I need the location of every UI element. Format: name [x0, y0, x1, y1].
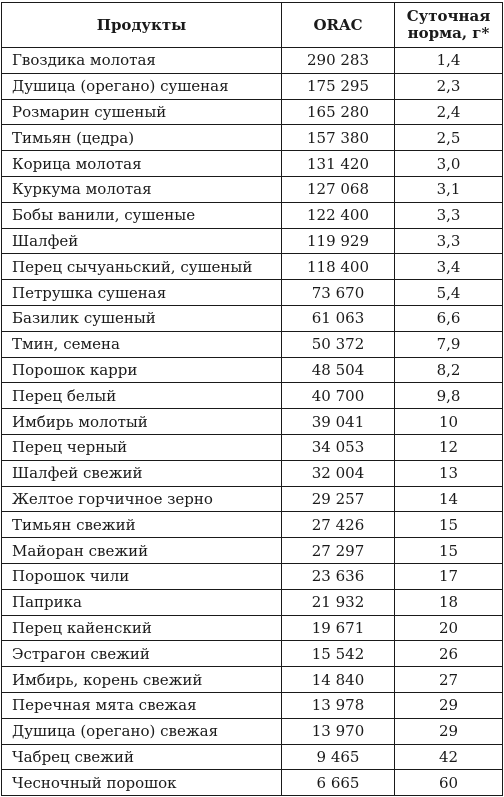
- cell-daily-norm: 60: [395, 770, 503, 796]
- cell-daily-norm: 2,3: [395, 73, 503, 99]
- table-row: [2, 383, 503, 409]
- header-row: [2, 3, 503, 48]
- cell-orac: 175 295: [282, 73, 395, 99]
- cell-daily-norm: 6,6: [395, 305, 503, 331]
- cell-product: Бобы ванили, сушеные: [2, 202, 282, 228]
- cell-orac: 14 840: [282, 667, 395, 693]
- table-row: [2, 434, 503, 460]
- cell-product: Порошок чили: [2, 563, 282, 589]
- table-header: [2, 3, 503, 48]
- cell-daily-norm: 12: [395, 434, 503, 460]
- cell-daily-norm: 14: [395, 486, 503, 512]
- cell-product: Эстрагон свежий: [2, 641, 282, 667]
- cell-daily-norm: 3,3: [395, 202, 503, 228]
- table-row: [2, 512, 503, 538]
- table-row: [2, 99, 503, 125]
- table-row: [2, 460, 503, 486]
- cell-orac: 118 400: [282, 254, 395, 280]
- header-product: Продукты: [2, 3, 282, 48]
- orac-table-container: [1, 2, 502, 796]
- cell-daily-norm: 8,2: [395, 357, 503, 383]
- table-row: [2, 486, 503, 512]
- cell-product: Базилик сушеный: [2, 305, 282, 331]
- cell-orac: 34 053: [282, 434, 395, 460]
- cell-daily-norm: 13: [395, 460, 503, 486]
- cell-daily-norm: 5,4: [395, 280, 503, 306]
- cell-product: Розмарин сушеный: [2, 99, 282, 125]
- table-row: [2, 48, 503, 74]
- cell-orac: 157 380: [282, 125, 395, 151]
- cell-orac: 13 970: [282, 718, 395, 744]
- cell-orac: 119 929: [282, 228, 395, 254]
- cell-product: Перец кайенский: [2, 615, 282, 641]
- cell-orac: 29 257: [282, 486, 395, 512]
- cell-daily-norm: 29: [395, 692, 503, 718]
- table-row: [2, 744, 503, 770]
- cell-daily-norm: 15: [395, 512, 503, 538]
- cell-daily-norm: 3,0: [395, 151, 503, 177]
- cell-daily-norm: 20: [395, 615, 503, 641]
- cell-orac: 6 665: [282, 770, 395, 796]
- cell-product: Шалфей: [2, 228, 282, 254]
- table-row: [2, 202, 503, 228]
- cell-orac: 32 004: [282, 460, 395, 486]
- cell-product: Гвоздика молотая: [2, 48, 282, 74]
- table-row: [2, 718, 503, 744]
- cell-product: Порошок карри: [2, 357, 282, 383]
- cell-daily-norm: 17: [395, 563, 503, 589]
- cell-product: Тимьян свежий: [2, 512, 282, 538]
- table-row: [2, 254, 503, 280]
- cell-daily-norm: 26: [395, 641, 503, 667]
- table-row: [2, 151, 503, 177]
- cell-product: Имбирь, корень свежий: [2, 667, 282, 693]
- header-daily-norm: Суточная норма, г*: [395, 3, 503, 48]
- cell-orac: 122 400: [282, 202, 395, 228]
- cell-daily-norm: 2,4: [395, 99, 503, 125]
- cell-orac: 61 063: [282, 305, 395, 331]
- cell-product: Чабрец свежий: [2, 744, 282, 770]
- cell-orac: 21 932: [282, 589, 395, 615]
- cell-daily-norm: 3,3: [395, 228, 503, 254]
- cell-orac: 9 465: [282, 744, 395, 770]
- cell-product: Тмин, семена: [2, 331, 282, 357]
- cell-daily-norm: 3,4: [395, 254, 503, 280]
- cell-product: Куркума молотая: [2, 176, 282, 202]
- cell-product: Майоран свежий: [2, 538, 282, 564]
- cell-product: Чесночный порошок: [2, 770, 282, 796]
- cell-orac: 290 283: [282, 48, 395, 74]
- cell-product: Тимьян (цедра): [2, 125, 282, 151]
- cell-product: Перец черный: [2, 434, 282, 460]
- cell-product: Перечная мята свежая: [2, 692, 282, 718]
- table-row: [2, 770, 503, 796]
- table-row: [2, 228, 503, 254]
- table-row: [2, 692, 503, 718]
- cell-orac: 165 280: [282, 99, 395, 125]
- table-row: [2, 280, 503, 306]
- cell-daily-norm: 9,8: [395, 383, 503, 409]
- cell-orac: 127 068: [282, 176, 395, 202]
- table-row: [2, 305, 503, 331]
- table-row: [2, 176, 503, 202]
- cell-product: Желтое горчичное зерно: [2, 486, 282, 512]
- cell-daily-norm: 15: [395, 538, 503, 564]
- table-row: [2, 563, 503, 589]
- cell-orac: 27 426: [282, 512, 395, 538]
- orac-table: [1, 2, 503, 796]
- cell-orac: 50 372: [282, 331, 395, 357]
- header-orac: ORAC: [282, 3, 395, 48]
- cell-product: Шалфей свежий: [2, 460, 282, 486]
- table-row: [2, 73, 503, 99]
- table-body: [2, 48, 503, 796]
- table-row: [2, 667, 503, 693]
- cell-product: Душица (орегано) свежая: [2, 718, 282, 744]
- cell-daily-norm: 1,4: [395, 48, 503, 74]
- cell-daily-norm: 42: [395, 744, 503, 770]
- table-row: [2, 357, 503, 383]
- cell-daily-norm: 27: [395, 667, 503, 693]
- cell-orac: 39 041: [282, 409, 395, 435]
- cell-product: Имбирь молотый: [2, 409, 282, 435]
- cell-daily-norm: 3,1: [395, 176, 503, 202]
- cell-orac: 48 504: [282, 357, 395, 383]
- cell-orac: 40 700: [282, 383, 395, 409]
- table-row: [2, 409, 503, 435]
- cell-daily-norm: 10: [395, 409, 503, 435]
- cell-orac: 23 636: [282, 563, 395, 589]
- cell-orac: 27 297: [282, 538, 395, 564]
- cell-orac: 15 542: [282, 641, 395, 667]
- cell-product: Петрушка сушеная: [2, 280, 282, 306]
- cell-orac: 131 420: [282, 151, 395, 177]
- cell-product: Корица молотая: [2, 151, 282, 177]
- table-row: [2, 538, 503, 564]
- cell-product: Душица (орегано) сушеная: [2, 73, 282, 99]
- table-row: [2, 641, 503, 667]
- cell-product: Перец сычуаньский, сушеный: [2, 254, 282, 280]
- table-row: [2, 331, 503, 357]
- cell-product: Перец белый: [2, 383, 282, 409]
- cell-daily-norm: 2,5: [395, 125, 503, 151]
- cell-daily-norm: 29: [395, 718, 503, 744]
- table-row: [2, 615, 503, 641]
- cell-product: Паприка: [2, 589, 282, 615]
- cell-daily-norm: 18: [395, 589, 503, 615]
- cell-orac: 13 978: [282, 692, 395, 718]
- cell-daily-norm: 7,9: [395, 331, 503, 357]
- cell-orac: 19 671: [282, 615, 395, 641]
- cell-orac: 73 670: [282, 280, 395, 306]
- table-row: [2, 589, 503, 615]
- table-row: [2, 125, 503, 151]
